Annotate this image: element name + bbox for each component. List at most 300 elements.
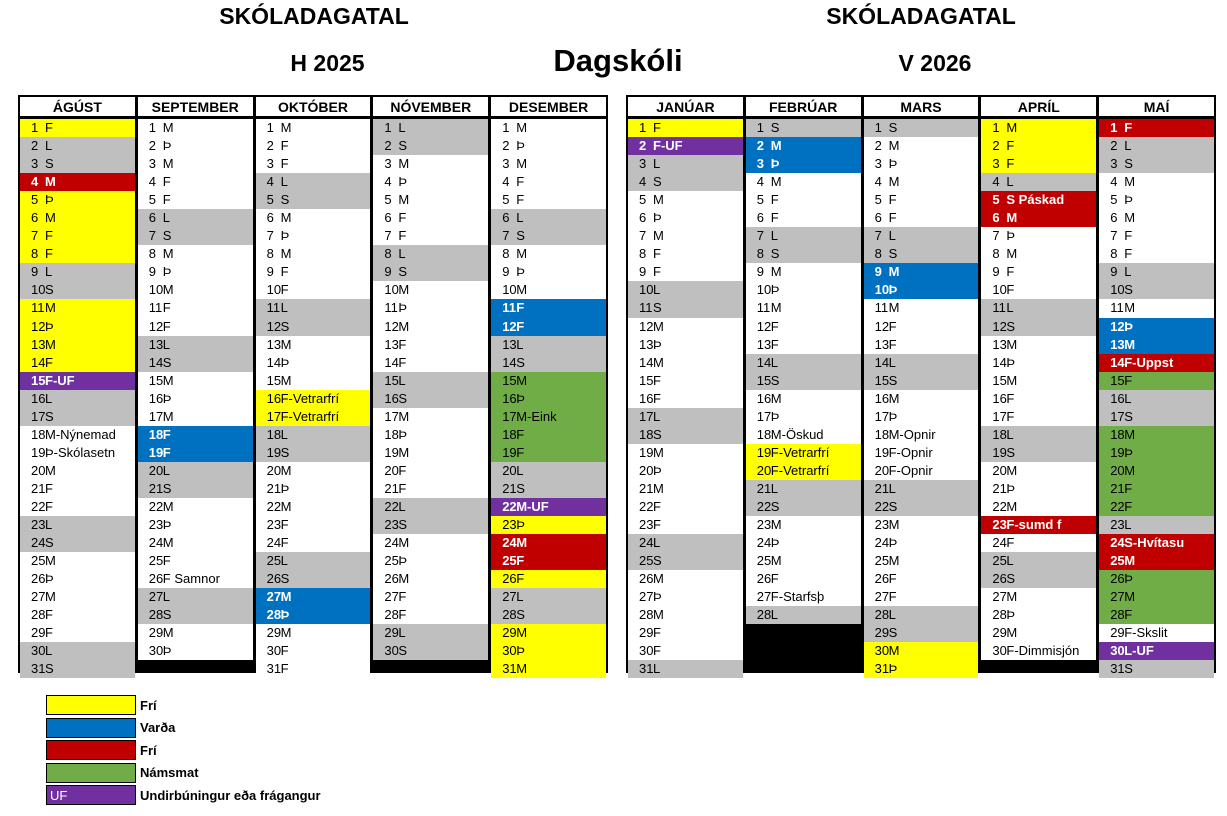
day-number: 17	[639, 408, 654, 424]
day-cell	[491, 318, 606, 336]
day-number: 3	[148, 156, 157, 172]
day-number: 8	[148, 246, 157, 262]
day-text: M	[1006, 246, 1018, 262]
day-number: 10	[502, 282, 517, 298]
day-text: Þ	[162, 643, 172, 659]
day-text: F	[398, 354, 407, 370]
day-cell	[981, 606, 1096, 624]
day-text: M	[516, 372, 528, 388]
day-cell	[138, 209, 253, 227]
day-cell	[20, 299, 135, 317]
day-text: L	[888, 228, 896, 244]
day-number: 8	[874, 246, 882, 262]
day-text: Þ	[1006, 480, 1016, 496]
day-cell	[981, 119, 1096, 137]
day-text: Þ	[45, 318, 54, 334]
day-cell	[491, 606, 606, 624]
day-text: Þ	[888, 282, 898, 298]
day-number: 19	[992, 444, 1007, 460]
month-column	[138, 97, 253, 671]
day-number: 23	[266, 517, 282, 533]
day-text: F	[653, 372, 661, 388]
day-text: S	[398, 390, 408, 406]
day-text: F	[398, 480, 407, 496]
day-cell	[256, 191, 371, 209]
day-number: 14	[639, 354, 654, 370]
day-text: M	[1006, 210, 1018, 226]
day-text: L-UF	[1124, 643, 1154, 659]
day-number: 10	[384, 282, 399, 298]
day-cell	[256, 480, 371, 498]
day-text: F-Vetrarfrí	[770, 444, 830, 460]
day-cell	[373, 155, 488, 173]
day-text: Þ	[398, 174, 408, 190]
day-text: M	[398, 192, 410, 208]
day-text: F	[398, 462, 407, 478]
day-text: F	[653, 517, 661, 533]
day-text: M	[516, 156, 528, 172]
day-cell	[1099, 281, 1214, 299]
day-cell	[373, 336, 488, 354]
day-number: 2	[1110, 138, 1118, 154]
day-cell	[20, 137, 135, 155]
legend-label: Frí	[140, 742, 157, 758]
day-text: S	[162, 228, 172, 244]
day-text: Þ	[45, 192, 54, 208]
month-header: ÁGÚST	[20, 97, 135, 119]
day-text: L	[45, 390, 53, 406]
day-text: M	[653, 228, 664, 244]
day-cell	[256, 588, 371, 606]
day-cell	[373, 119, 488, 137]
day-number: 12	[639, 318, 654, 334]
day-cell	[864, 119, 979, 137]
day-cell	[864, 462, 979, 480]
day-cell	[628, 534, 743, 552]
day-text: M	[1124, 300, 1136, 316]
day-cell	[256, 336, 371, 354]
day-cell	[20, 408, 135, 426]
day-text: Þ	[280, 607, 290, 623]
day-cell	[20, 155, 135, 173]
day-number: 1	[266, 120, 274, 135]
month-header: JANÚAR	[628, 97, 743, 119]
day-number: 16	[502, 390, 517, 406]
day-cell	[256, 209, 371, 227]
day-text: Þ	[888, 408, 898, 424]
day-cell	[981, 372, 1096, 390]
day-cell	[746, 119, 861, 137]
day-cell	[981, 173, 1096, 191]
day-text: M	[398, 408, 410, 424]
day-cell	[864, 624, 979, 642]
day-text: F	[45, 120, 53, 135]
day-cell	[864, 588, 979, 606]
day-number: 17	[502, 408, 517, 424]
month-column	[20, 97, 135, 677]
month-column	[864, 97, 979, 677]
day-text: M	[162, 246, 174, 262]
day-cell	[981, 318, 1096, 336]
day-number: 13	[639, 336, 654, 352]
day-cell	[256, 516, 371, 534]
day-number: 25	[502, 553, 517, 569]
day-number: 31	[266, 661, 282, 677]
day-text: Þ	[516, 517, 525, 533]
day-cell	[256, 426, 371, 444]
day-text: F	[45, 246, 53, 262]
day-text: Þ	[653, 210, 662, 226]
day-cell	[981, 516, 1096, 534]
day-number: 21	[502, 480, 517, 496]
spring-term: V 2026	[898, 50, 972, 76]
spring-calendar	[626, 95, 1216, 677]
day-cell	[373, 444, 488, 462]
day-number: 9	[502, 264, 510, 280]
day-text: F	[280, 282, 289, 298]
day-text: L	[770, 480, 779, 496]
day-text: F	[45, 480, 53, 496]
day-text: L	[1124, 138, 1132, 154]
day-text: F	[653, 643, 661, 659]
day-cell	[373, 191, 488, 209]
day-cell	[138, 462, 253, 480]
day-text: S	[162, 480, 172, 496]
day-number: 27	[639, 589, 654, 605]
day-text: F	[653, 390, 661, 406]
day-text: Þ	[653, 589, 662, 605]
day-number: 21	[992, 480, 1007, 496]
day-number: 11	[384, 300, 398, 316]
day-text: L	[162, 462, 171, 478]
day-number: 8	[756, 246, 765, 262]
day-cell	[864, 642, 979, 660]
day-cell	[138, 642, 253, 660]
day-cell	[20, 516, 135, 534]
day-cell	[1099, 191, 1214, 209]
day-number: 13	[1110, 336, 1125, 352]
day-number: 11	[148, 300, 163, 316]
day-cell	[1099, 336, 1214, 354]
day-text: F-Vetrarfrí	[770, 462, 830, 478]
day-text: L	[653, 156, 661, 172]
day-number: 30	[148, 643, 164, 659]
day-text: Þ	[653, 336, 662, 352]
day-cell	[491, 299, 606, 317]
day-cell	[256, 570, 371, 588]
day-cell	[373, 516, 488, 534]
day-number: 14	[31, 354, 46, 370]
day-cell	[491, 227, 606, 245]
day-number: 24	[992, 535, 1007, 551]
day-number: 11	[992, 300, 1006, 316]
day-number: 4	[384, 174, 392, 190]
day-cell	[746, 534, 861, 552]
day-text: F	[770, 318, 779, 334]
day-text: S	[398, 643, 408, 659]
day-number: 23	[502, 517, 517, 533]
day-text: L	[653, 282, 661, 298]
day-number: 7	[874, 228, 882, 244]
day-number: 12	[502, 318, 517, 334]
day-cell	[628, 155, 743, 173]
day-number: 4	[31, 174, 39, 190]
day-number: 9	[756, 264, 765, 280]
legend-item	[46, 762, 321, 785]
day-number: 1	[992, 120, 1000, 135]
day-text: M	[162, 282, 174, 298]
day-number: 21	[639, 480, 654, 496]
day-number: 27	[148, 589, 164, 605]
day-cell	[864, 336, 979, 354]
day-cell	[1099, 642, 1214, 660]
day-number: 18	[756, 426, 772, 442]
day-list	[746, 119, 861, 624]
day-cell	[491, 408, 606, 426]
day-text: F	[653, 246, 661, 262]
day-text: M	[280, 625, 292, 641]
fall-term: H 2025	[290, 50, 365, 76]
day-text: F	[162, 553, 171, 569]
day-text: F	[280, 661, 289, 677]
day-cell	[864, 245, 979, 263]
day-number: 13	[756, 336, 772, 352]
day-number: 7	[639, 228, 647, 244]
day-cell	[1099, 624, 1214, 642]
day-number: 5	[639, 192, 647, 208]
day-number: 27	[31, 589, 46, 605]
day-text: F	[516, 571, 525, 587]
day-number: 5	[992, 192, 1000, 208]
day-cell	[20, 444, 135, 462]
day-cell	[1099, 137, 1214, 155]
day-text: F	[888, 336, 897, 352]
day-cell	[746, 570, 861, 588]
day-list	[138, 119, 253, 660]
day-number: 11	[1110, 300, 1124, 316]
day-number: 5	[31, 192, 39, 208]
day-text: M	[280, 210, 292, 226]
day-cell	[1099, 245, 1214, 263]
day-number: 4	[756, 174, 765, 190]
day-number: 31	[874, 661, 890, 677]
day-number: 4	[148, 174, 157, 190]
day-text: F-UF	[45, 372, 75, 388]
day-cell	[138, 281, 253, 299]
day-cell	[373, 642, 488, 660]
day-cell	[491, 498, 606, 516]
day-number: 12	[148, 318, 164, 334]
day-number: 17	[992, 408, 1007, 424]
day-text: S	[516, 607, 525, 623]
day-text: F-Opnir	[888, 444, 933, 460]
day-text: F-Vetrarfrí	[280, 408, 340, 424]
day-text: F	[1006, 156, 1015, 172]
day-cell	[20, 534, 135, 552]
day-number: 5	[1110, 192, 1118, 208]
day-text: M	[888, 174, 900, 190]
day-text: Þ	[770, 408, 780, 424]
day-cell	[864, 570, 979, 588]
day-text: F	[888, 318, 897, 334]
day-cell	[981, 227, 1096, 245]
day-number: 12	[266, 318, 282, 334]
day-text: F	[1006, 390, 1015, 406]
day-cell	[491, 516, 606, 534]
day-text: F	[770, 210, 779, 226]
day-cell	[746, 516, 861, 534]
day-text: L	[280, 174, 288, 190]
day-text: Þ	[1124, 444, 1133, 460]
day-text: L	[1006, 300, 1014, 316]
day-number: 26	[502, 571, 517, 587]
day-cell	[1099, 119, 1214, 137]
day-cell	[256, 462, 371, 480]
day-cell	[628, 245, 743, 263]
day-number: 6	[31, 210, 39, 226]
day-text: L	[1006, 174, 1014, 190]
day-cell	[256, 137, 371, 155]
day-cell	[628, 480, 743, 498]
day-cell	[628, 426, 743, 444]
day-cell	[981, 155, 1096, 173]
day-number: 7	[1110, 228, 1118, 244]
day-number: 14	[992, 354, 1007, 370]
day-number: 19	[384, 444, 399, 460]
month-header: FEBRÚAR	[746, 97, 861, 119]
day-text: S	[45, 156, 54, 172]
day-number: 2	[31, 138, 39, 154]
legend-item	[46, 717, 321, 740]
day-cell	[1099, 173, 1214, 191]
day-text: M	[1124, 462, 1136, 478]
day-text: Þ	[45, 571, 54, 587]
day-text: F	[516, 300, 525, 316]
day-number: 12	[874, 318, 890, 334]
day-text: F	[398, 589, 407, 605]
day-number: 15	[148, 372, 164, 388]
day-number: 14	[266, 354, 282, 370]
day-text: L	[280, 300, 288, 316]
day-cell	[628, 642, 743, 660]
day-note: Samnor	[174, 571, 220, 587]
day-cell	[981, 624, 1096, 642]
day-number: 29	[874, 625, 890, 641]
day-number: 2	[502, 138, 510, 154]
day-cell	[491, 660, 606, 678]
legend-swatch: UF	[46, 785, 136, 805]
day-text: Þ	[1006, 607, 1016, 623]
day-cell	[864, 534, 979, 552]
day-text: F	[1006, 138, 1015, 154]
day-cell	[1099, 588, 1214, 606]
day-cell	[628, 372, 743, 390]
day-number: 30	[384, 643, 399, 659]
day-text: Þ	[1124, 571, 1133, 587]
day-cell	[373, 354, 488, 372]
day-number: 26	[266, 571, 282, 587]
day-number: 6	[756, 210, 765, 226]
day-number: 24	[1110, 535, 1125, 551]
day-number: 23	[31, 517, 46, 533]
day-cell	[628, 624, 743, 642]
day-text: Þ	[1124, 318, 1133, 334]
day-cell	[138, 408, 253, 426]
day-number: 22	[31, 498, 46, 514]
day-number: 22	[384, 498, 399, 514]
day-number: 25	[874, 553, 890, 569]
day-text: M	[516, 535, 528, 551]
day-cell	[138, 372, 253, 390]
day-text: S	[888, 246, 898, 262]
day-number: 21	[384, 480, 399, 496]
day-number: 2	[874, 138, 882, 154]
day-text: L	[888, 607, 896, 623]
day-number: 21	[31, 480, 46, 496]
day-text: M	[398, 156, 410, 172]
day-number: 26	[384, 571, 399, 587]
day-cell	[628, 660, 743, 678]
day-text: M	[888, 300, 900, 316]
day-number: 25	[756, 553, 772, 569]
day-cell	[373, 606, 488, 624]
day-number: 13	[266, 336, 282, 352]
day-number: 25	[992, 553, 1007, 569]
day-number: 27	[874, 589, 890, 605]
day-cell	[491, 354, 606, 372]
day-number: 28	[874, 607, 890, 623]
day-text: F	[516, 192, 525, 208]
day-text: S	[162, 607, 172, 623]
day-cell	[1099, 318, 1214, 336]
day-number: 8	[639, 246, 647, 262]
day-number: 17	[266, 408, 282, 424]
day-number: 27	[992, 589, 1007, 605]
day-number: 12	[31, 318, 46, 334]
day-text: S	[45, 282, 54, 298]
day-number: 13	[874, 336, 890, 352]
day-text: M	[398, 535, 410, 551]
day-number: 1	[148, 120, 157, 135]
day-cell	[20, 263, 135, 281]
day-number: 10	[992, 282, 1007, 298]
day-text: M	[162, 498, 174, 514]
day-text: F	[162, 318, 171, 334]
day-number: 6	[148, 210, 157, 226]
day-text: M	[162, 625, 174, 641]
day-number: 3	[992, 156, 1000, 172]
day-cell	[1099, 372, 1214, 390]
day-text: F	[888, 589, 897, 605]
day-number: 12	[384, 318, 399, 334]
legend	[46, 694, 321, 807]
day-text: F	[162, 174, 171, 190]
day-cell	[138, 155, 253, 173]
day-text: S	[516, 354, 525, 370]
day-text: Þ	[280, 228, 290, 244]
day-text: M	[516, 282, 528, 298]
day-cell	[1099, 570, 1214, 588]
day-cell	[491, 426, 606, 444]
day-cell	[20, 426, 135, 444]
legend-item	[46, 739, 321, 762]
day-text: L	[516, 336, 524, 352]
day-cell	[20, 372, 135, 390]
day-number: 23	[148, 517, 164, 533]
day-number: 22	[874, 498, 890, 514]
day-text: M	[280, 336, 292, 352]
day-cell	[981, 462, 1096, 480]
